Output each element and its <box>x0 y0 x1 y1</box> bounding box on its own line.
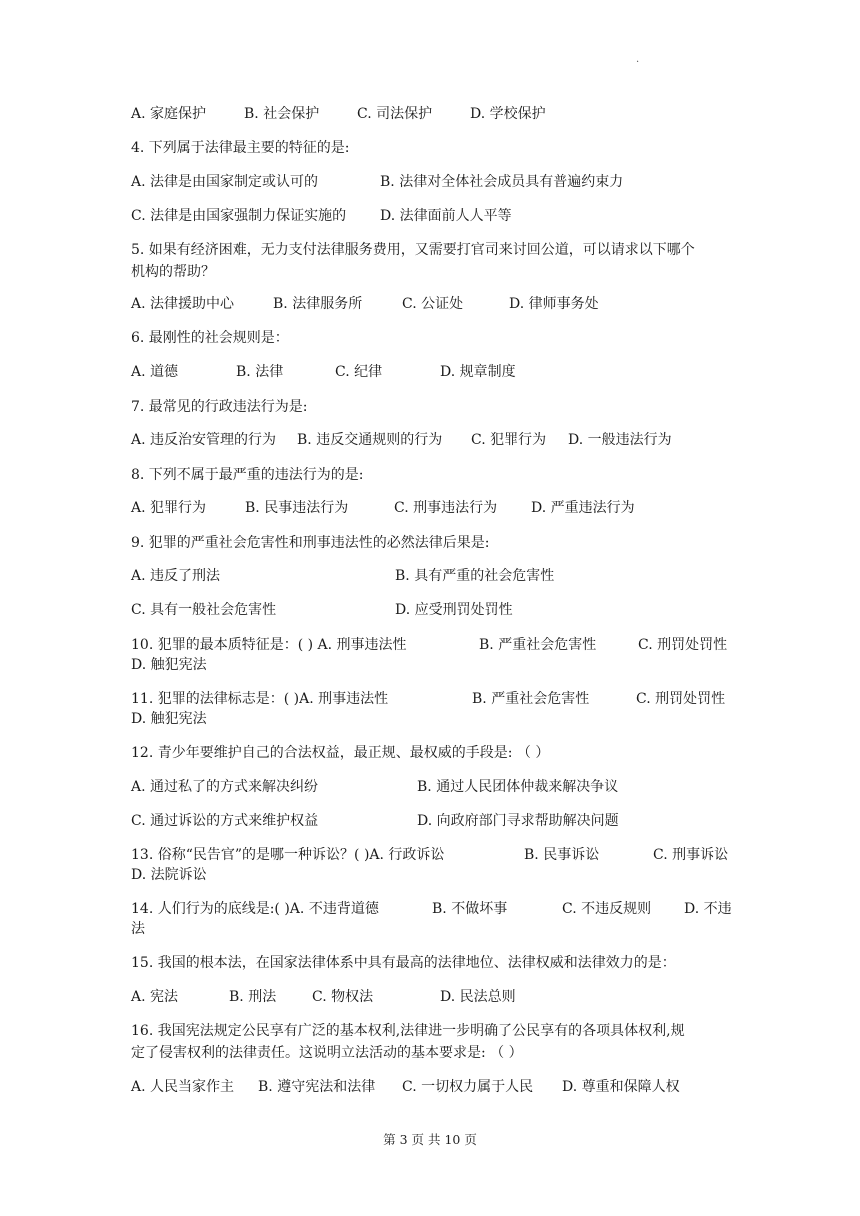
option-c: C. 通过诉讼的方式来维护权益 <box>131 813 319 829</box>
question-stem: 8. 下列不属于最严重的违法行为的是: <box>131 467 364 483</box>
question-stem-cont: 定了侵害权利的法律责任。这说明立法活动的基本要求是: （ ） <box>131 1045 523 1061</box>
option-b: B. 通过人民团体仲裁来解决争议 <box>417 779 619 795</box>
option-c: C. 具有一般社会危害性 <box>131 602 277 618</box>
option-d: D. 规章制度 <box>440 364 516 380</box>
question-stem: 11. 犯罪的法律标志是：( )A. 刑事违法性 <box>131 691 389 707</box>
option-a: A. 通过私了的方式来解决纠纷 <box>131 779 319 795</box>
option-d: D. 应受刑罚处罚性 <box>395 602 513 618</box>
option-a: A. 宪法 <box>131 989 179 1005</box>
option-d-cont: 法 <box>131 921 145 937</box>
option-d: D. 律师事务处 <box>509 296 599 312</box>
question-stem: 13. 俗称“民告官”的是哪一种诉讼？( )A. 行政诉讼 <box>131 847 445 863</box>
option-a: A. 违反治安管理的行为 <box>131 432 277 448</box>
page-footer: 第 3 页 共 10 页 <box>383 1132 477 1147</box>
option-a: A. 法律援助中心 <box>131 296 235 312</box>
question-stem-cont: 机构的帮助？ <box>131 264 215 280</box>
question-stem: 6. 最刚性的社会规则是： <box>131 330 289 346</box>
option-c: C. 犯罪行为 <box>471 432 547 448</box>
question-stem: 14. 人们行为的底线是:( )A. 不违背道德 <box>131 901 379 917</box>
option-b: B. 严重社会危害性 <box>479 637 597 653</box>
option-c: C. 刑罚处罚性 <box>638 637 728 653</box>
option-c: C. 公证处 <box>402 296 464 312</box>
option-d: D. 向政府部门寻求帮助解决问题 <box>417 813 619 829</box>
option-a: A. 犯罪行为 <box>131 500 207 516</box>
question-stem: 9. 犯罪的严重社会危害性和刑事违法性的必然法律后果是: <box>131 535 490 551</box>
option-c: C. 不违反规则 <box>562 901 652 917</box>
option-a: A. 道德 <box>131 364 179 380</box>
question-stem: 12. 青少年要维护自己的合法权益，最正规、最权威的手段是: （ ） <box>131 745 550 761</box>
question-stem: 5. 如果有经济困难，无力支付法律服务费用，又需要打官司来讨回公道，可以请求以下哪个 <box>131 242 695 258</box>
option-b: B. 法律对全体社会成员具有普遍约束力 <box>380 174 624 190</box>
option-b: B. 不做坏事 <box>432 901 508 917</box>
option-a: A. 家庭保护 <box>131 106 207 122</box>
question-stem: 7. 最常见的行政违法行为是: <box>131 399 308 415</box>
option-b: B. 遵守宪法和法律 <box>258 1079 376 1095</box>
option-a: A. 人民当家作主 <box>131 1079 235 1095</box>
question-stem: 15. 我国的根本法，在国家法律体系中具有最高的法律地位、法律权威和法律效力的是： <box>131 955 676 971</box>
option-d: D. 民法总则 <box>440 989 516 1005</box>
option-c: C. 纪律 <box>335 364 383 380</box>
option-c: C. 司法保护 <box>357 106 433 122</box>
option-b: B. 民事违法行为 <box>245 500 349 516</box>
option-d: D. 法律面前人人平等 <box>380 208 512 224</box>
option-d: D. 一般违法行为 <box>568 432 672 448</box>
option-c: C. 法律是由国家强制力保证实施的 <box>131 208 347 224</box>
option-b: B. 具有严重的社会危害性 <box>395 568 555 584</box>
option-c: C. 刑罚处罚性 <box>636 691 726 707</box>
option-d: D. 触犯宪法 <box>131 657 207 673</box>
option-b: B. 违反交通规则的行为 <box>297 432 443 448</box>
option-b: B. 法律服务所 <box>273 296 363 312</box>
option-c: C. 刑事诉讼 <box>653 847 729 863</box>
question-stem: 4. 下列属于法律最主要的特征的是: <box>131 140 350 156</box>
option-b: B. 刑法 <box>229 989 277 1005</box>
option-b: B. 法律 <box>236 364 284 380</box>
option-a: A. 法律是由国家制定或认可的 <box>131 174 319 190</box>
option-b: B. 社会保护 <box>244 106 320 122</box>
header-mark: . <box>636 54 640 65</box>
option-d: D. 不违 <box>684 901 732 917</box>
option-d: D. 严重违法行为 <box>531 500 635 516</box>
question-stem: 10. 犯罪的最本质特征是：( ) A. 刑事违法性 <box>131 637 407 653</box>
option-d: D. 学校保护 <box>470 106 546 122</box>
option-c: C. 物权法 <box>312 989 374 1005</box>
option-a: A. 违反了刑法 <box>131 568 221 584</box>
option-d: D. 法院诉讼 <box>131 867 207 883</box>
option-c: C. 刑事违法行为 <box>394 500 498 516</box>
option-b: B. 民事诉讼 <box>524 847 600 863</box>
question-stem: 16. 我国宪法规定公民享有广泛的基本权利,法律进一步明确了公民享有的各项具体权利,规 <box>131 1023 685 1039</box>
option-d: D. 尊重和保障人权 <box>562 1079 680 1095</box>
option-b: B. 严重社会危害性 <box>472 691 590 707</box>
option-c: C. 一切权力属于人民 <box>402 1079 534 1095</box>
option-d: D. 触犯宪法 <box>131 711 207 727</box>
